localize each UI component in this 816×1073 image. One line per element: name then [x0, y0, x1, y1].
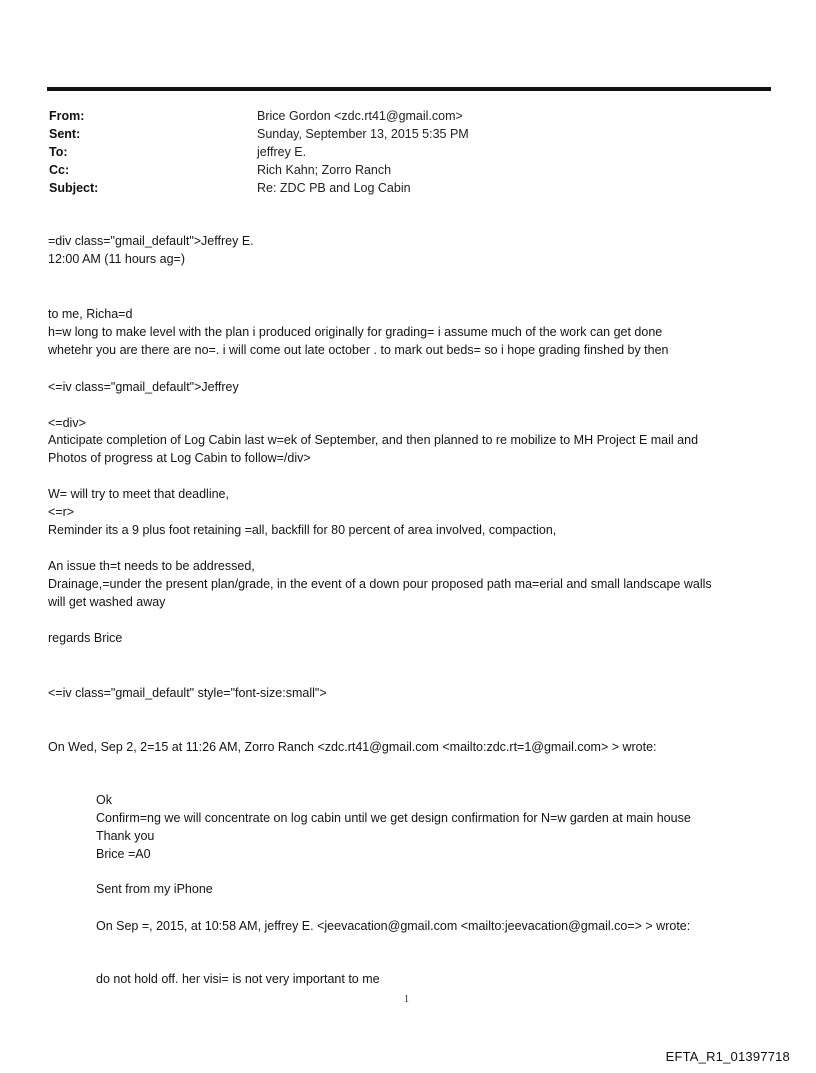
sent-label: Sent:: [49, 127, 81, 141]
body-line: =div class="gmail_default">Jeffrey E.: [48, 234, 254, 248]
cc-value: Rich Kahn; Zorro Ranch: [257, 163, 392, 177]
sent-row: [49, 125, 769, 143]
quoted-line: Brice =A0: [96, 847, 151, 861]
body-line: h=w long to make level with the plan i produced originally for grading= i assume much of the work can get done: [48, 325, 663, 339]
subject-row: [49, 179, 769, 197]
page-number: 1: [404, 994, 409, 1005]
body-line: Drainage,=under the present plan/grade, in the event of a down pour proposed path ma=erial and small landscape walls: [48, 577, 712, 591]
body-line: <=iv class="gmail_default" style="font-size:small">: [48, 686, 327, 700]
quoted-attribution: On Sep =, 2015, at 10:58 AM, jeffrey E. <jeevacation@gmail.com <mailto:jeevacation@gmail.co=> > wrote:: [96, 919, 691, 933]
cc-row: [49, 161, 769, 179]
body-line: whetehr you are there are no=. i will come out late october . to mark out beds= so i hope grading finshed by then: [48, 343, 669, 357]
body-line: Reminder its a 9 plus foot retaining =all, backfill for 80 percent of area involved, compaction,: [48, 523, 557, 537]
to-row: [49, 143, 769, 161]
reply-attribution: On Wed, Sep 2, 2=15 at 11:26 AM, Zorro Ranch <zdc.rt41@gmail.com <mailto:zdc.rt=1@gmail.com> > wrote:: [48, 740, 657, 754]
quoted-line: Ok: [96, 793, 112, 807]
body-line: Photos of progress at Log Cabin to follow=/div>: [48, 451, 311, 465]
body-line: Anticipate completion of Log Cabin last w=ek of September, and then planned to re mobilize to MH Project E mail and: [48, 433, 699, 447]
subject-label: Subject:: [49, 181, 99, 195]
quoted-line: do not hold off. her visi= is not very important to me: [96, 972, 380, 986]
body-line: to me, Richa=d: [48, 307, 133, 321]
to-label: To:: [49, 145, 68, 159]
body-line: 12:00 AM (11 hours ag=): [48, 252, 186, 266]
body-line: An issue th=t needs to be addressed,: [48, 559, 255, 573]
body-line: will get washed away: [48, 595, 166, 609]
subject-value: Re: ZDC PB and Log Cabin: [257, 181, 411, 195]
to-value: jeffrey E.: [257, 145, 307, 159]
signature-line: regards Brice: [48, 631, 123, 645]
from-label: From:: [49, 109, 85, 123]
from-value: Brice Gordon <zdc.rt41@gmail.com>: [257, 109, 463, 123]
body-line: W= will try to meet that deadline,: [48, 487, 229, 501]
document-id: EFTA_R1_01397718: [665, 1049, 790, 1064]
body-line: <=div>: [48, 416, 86, 430]
from-row: [49, 107, 769, 125]
email-header: [49, 107, 769, 197]
sent-value: Sunday, September 13, 2015 5:35 PM: [257, 127, 469, 141]
body-line: <=r>: [48, 505, 75, 519]
quoted-line: Thank you: [96, 829, 155, 843]
quoted-line: Confirm=ng we will concentrate on log cabin until we get design confirmation for N=w garden at main house: [96, 811, 691, 825]
header-divider: [47, 87, 771, 91]
cc-label: Cc:: [49, 163, 70, 177]
quoted-line: Sent from my iPhone: [96, 882, 213, 896]
body-line: <=iv class="gmail_default">Jeffrey: [48, 380, 239, 394]
